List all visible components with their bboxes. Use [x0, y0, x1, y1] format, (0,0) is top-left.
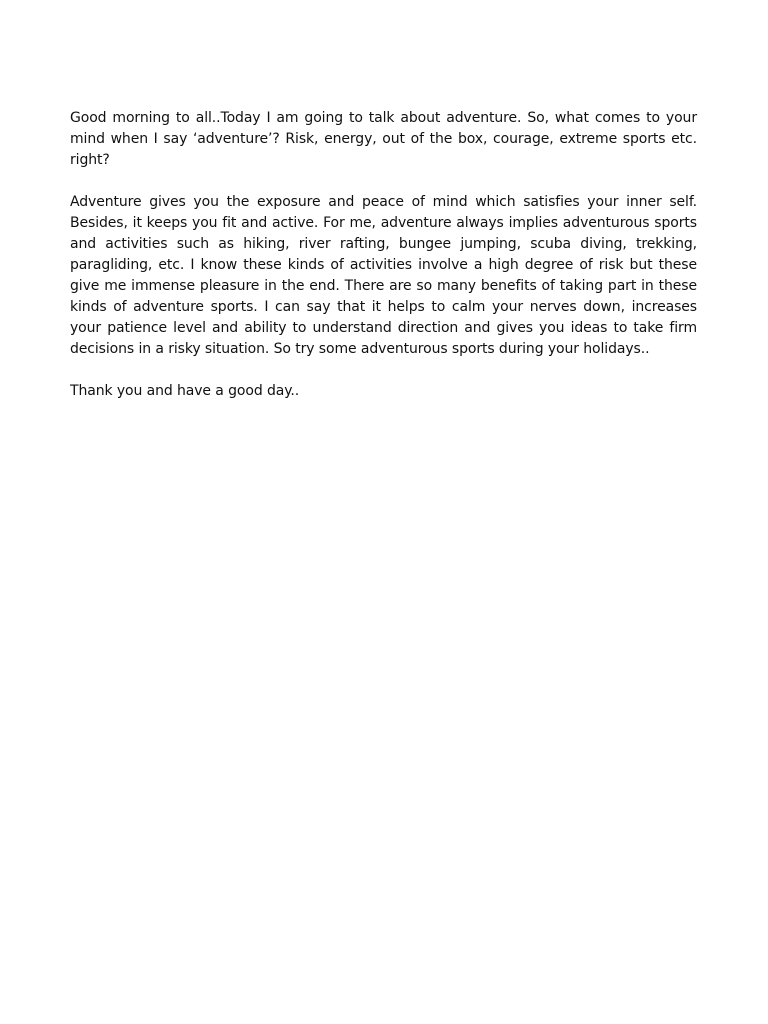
document-page [70, 108, 697, 423]
paragraph-body: Adventure gives you the exposure and peace of mind which satisfies your inner self. Besides, it keeps you fit and active. For me, adventure always implies adventurous sports and activities such as hiking, river rafting, bungee jumping, scuba diving, trekking, paragliding, etc. I know these kinds of activities involve a high degree of risk but these give me immense pleasure in the end. There are so many benefits of taking part in these kinds of adventure sports. I can say that it helps to calm your nerves down, increases your patience level and ability to understand direction and gives you ideas to take firm decisions in a risky situation. So try some adventurous sports during your holidays.. [70, 194, 697, 357]
paragraph-greeting: Good morning to all..Today I am going to talk about adventure. So, what comes to your mind when I say ‘adventure’? Risk, energy, out of the box, courage, extreme sports etc. right? [70, 110, 697, 168]
paragraph-closing: Thank you and have a good day.. [70, 383, 300, 399]
